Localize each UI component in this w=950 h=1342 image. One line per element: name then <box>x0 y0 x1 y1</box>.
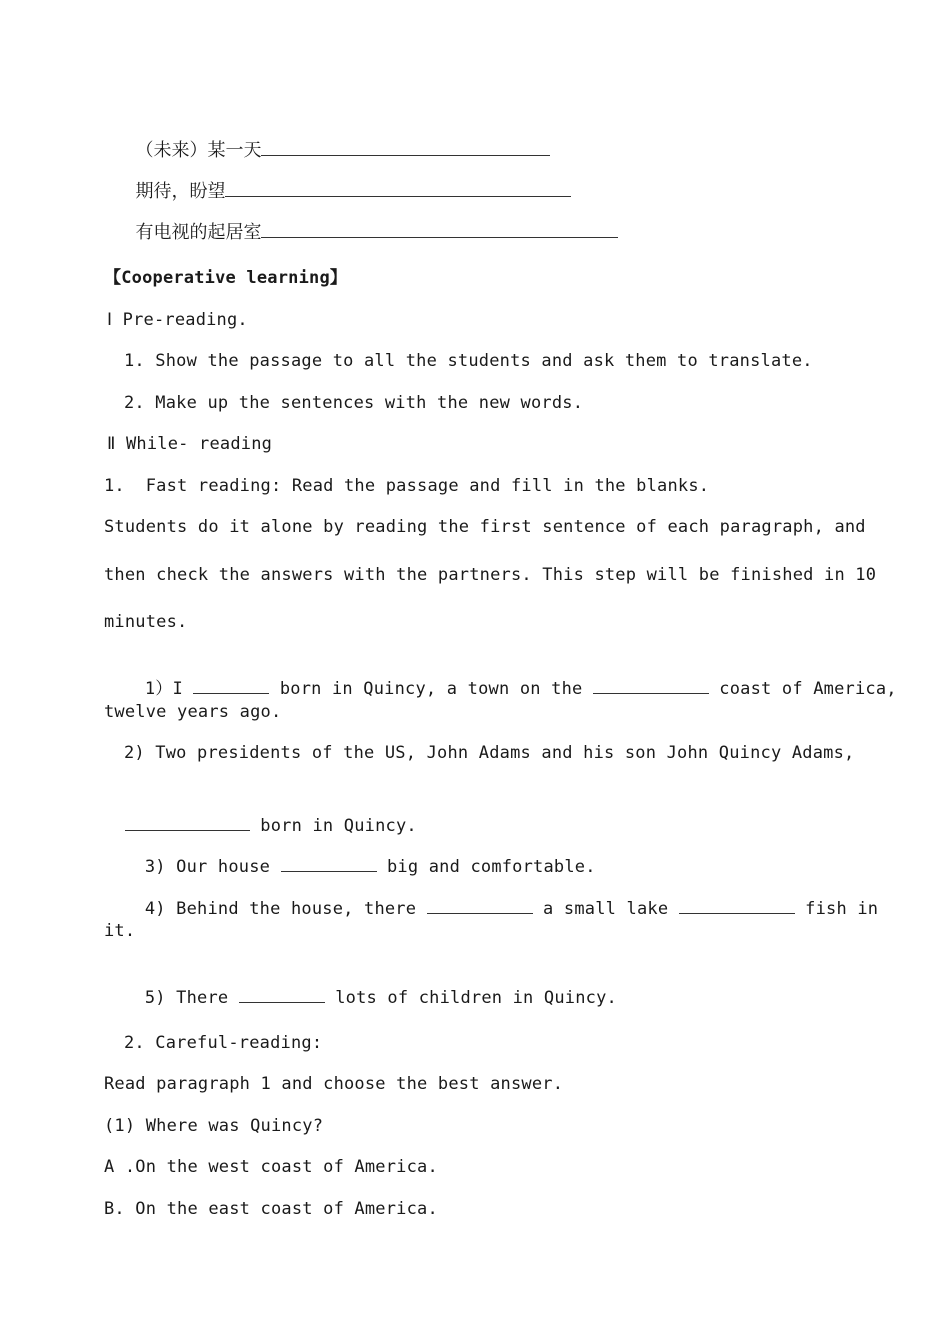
instruction-line: then check the answers with the partners. This step will be finished in 10 <box>104 565 877 585</box>
fill-question <box>124 652 897 701</box>
question-text: 4) Behind the house, there <box>144 899 427 919</box>
answer-blank[interactable] <box>225 179 571 197</box>
careful-reading-question: (1) Where was Quincy? <box>104 1116 324 1136</box>
answer-blank[interactable] <box>261 138 550 156</box>
fast-reading-title: 1. Fast reading: Read the passage and fill in the blanks. <box>104 476 710 496</box>
question-text: lots of children in Quincy. <box>324 988 617 1008</box>
question-text: 1）I <box>144 679 194 699</box>
question-continuation: it. <box>104 921 136 941</box>
answer-option[interactable]: A .On the west coast of America. <box>104 1157 438 1177</box>
question-text: coast of America, <box>708 679 897 699</box>
careful-reading-title: 2. Careful-reading: <box>124 1033 323 1053</box>
answer-blank[interactable] <box>593 676 709 694</box>
instruction-line: minutes. <box>104 612 188 632</box>
question-text: fish in <box>794 899 879 919</box>
question-text: 5) There <box>144 988 239 1008</box>
section-title: 【Cooperative learning】 <box>104 268 348 288</box>
fill-question <box>124 872 878 921</box>
pre-reading-step: 2. Make up the sentences with the new words. <box>124 393 584 413</box>
vocab-item <box>124 196 618 245</box>
answer-blank[interactable] <box>427 896 533 914</box>
pre-reading-title: Ⅰ Pre-reading. <box>107 310 248 330</box>
answer-blank[interactable] <box>261 220 618 238</box>
fill-question <box>124 961 617 1010</box>
vocab-label: （未来）某一天 <box>135 140 262 161</box>
answer-option[interactable]: B. On the east coast of America. <box>104 1199 438 1219</box>
careful-reading-instruction: Read paragraph 1 and choose the best answer. <box>104 1074 564 1094</box>
question-continuation: twelve years ago. <box>104 702 282 722</box>
answer-blank[interactable] <box>125 813 250 831</box>
pre-reading-step: 1. Show the passage to all the students and ask them to translate. <box>124 351 813 371</box>
question-text: born in Quincy, a town on the <box>269 679 593 699</box>
fill-question: 2) Two presidents of the US, John Adams and his son John Quincy Adams, <box>124 743 855 763</box>
answer-blank[interactable] <box>679 896 795 914</box>
answer-blank[interactable] <box>239 985 325 1003</box>
answer-blank[interactable] <box>281 854 377 872</box>
instruction-line: Students do it alone by reading the first sentence of each paragraph, and <box>104 517 866 537</box>
while-reading-title: Ⅱ While- reading <box>107 434 273 454</box>
vocab-label: 期待，盼望 <box>135 181 226 202</box>
answer-blank[interactable] <box>193 676 269 694</box>
question-text: big and comfortable. <box>376 857 596 877</box>
vocab-label: 有电视的起居室 <box>135 222 262 243</box>
question-text: 3) Our house <box>144 857 281 877</box>
question-text: born in Quincy. <box>249 816 417 836</box>
question-text: a small lake <box>532 899 679 919</box>
